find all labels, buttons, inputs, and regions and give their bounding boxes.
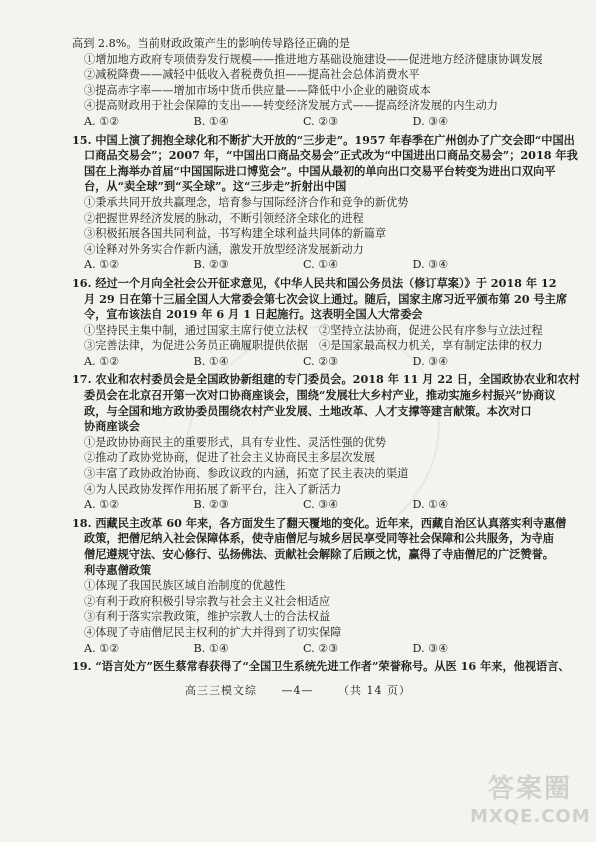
q15-stem-line-1: 15. 中国上演了拥抱全球化和不断扩大开放的“三步走”。1957 年春季在广州创办了广交会即“中国出 <box>72 132 575 147</box>
q15-option-a: A. ①② <box>84 258 120 272</box>
q14-item-1: ①增加地方政府专项债券发行规模——推进地方基础设施建设——促进地方经济健康协调发展 <box>84 52 543 66</box>
q17-stem-line-3: 政，与全国和地方政协委员围绕农村产业发展、土地改革、人才支撑等建言献策。本次对口 <box>84 403 532 418</box>
q18-option-a: A. ①② <box>84 641 120 655</box>
q14-option-a: A. ①② <box>84 114 120 128</box>
page-content <box>72 36 580 675</box>
q15-item-2: ②把握世界经济发展的脉动，不断引领经济全球化的进程 <box>84 211 364 225</box>
q15-item-1: ①秉承共同开放共赢理念，培育参与国际经济合作和竞争的新优势 <box>84 195 409 209</box>
question-19 <box>72 659 570 675</box>
q19-stem-line-1: 19. “语言处方”医生蔡常春获得了“全国卫生系统先进工作者”荣誉称号。从医 16 年来，他视语言、 <box>72 659 570 674</box>
q16-stem-line-1: 16. 经过一个月向全社会公开征求意见，《中华人民共和国公务员法（修订草案）》于 2018 年 12 <box>72 275 557 290</box>
watermark-logo <box>470 772 590 836</box>
q16-items-line-1: ①坚持民主集中制，通过国家主席行使立法权 ②坚持立法协商，促进公民有序参与立法过程 <box>84 323 543 337</box>
q15-option-d: D. ③④ <box>412 258 449 272</box>
q14-options <box>72 114 522 130</box>
question-15 <box>72 132 578 273</box>
watermark-en: MXQE.COM <box>470 806 591 827</box>
q18-stem-line-4: 利寺惠僧政策 <box>84 562 152 577</box>
q16-option-c: C. ②③ <box>303 354 339 368</box>
q17-item-2: ②推动了政协党协商，促进了社会主义协商民主多层次发展 <box>84 451 375 465</box>
q15-item-3: ③积极拓展各国共同利益，书写构建全球利益共同体的新篇章 <box>84 227 387 241</box>
q16-option-d: D. ③④ <box>412 354 449 368</box>
q18-stem-line-3: 僧尼遵规守法、安心修行、弘扬佛法、贡献社会解除了后顾之忧，赢得了寺庙僧尼的广泛赞誉。 <box>84 547 554 561</box>
question-17 <box>72 372 580 512</box>
q17-stem-line-1: 17. 农业和农村委员会是全国政协新组建的专门委员会。2018 年 11 月 22 日，全国政协农业和农村 <box>72 372 580 387</box>
q18-stem-line-1: 18. 西藏民主改革 60 年来，各方面发生了翻天覆地的变化。近年来，西藏自治区认真落实利寺惠僧 <box>72 515 567 530</box>
q14-item-3: ③提高赤字率——增加市场中货币供应量——降低中小企业的融资成本 <box>84 83 431 97</box>
footer-total-pages: （共 14 页） <box>338 684 411 697</box>
q17-option-a: A. ①② <box>84 498 120 512</box>
q17-item-3: ③丰富了政协政治协商、参政议政的内涵，拓宽了民主表决的渠道 <box>84 467 409 481</box>
q15-stem-line-4: 台，从“卖全球”到“买全球”。这“三步走”折射出中国 <box>84 179 347 194</box>
q15-option-c: C. ①④ <box>303 258 339 272</box>
q17-item-4: ④为人民政协发挥作用拓展了新平台，注入了新活力 <box>84 482 342 496</box>
q17-stem-line-4: 协商座谈会 <box>84 419 140 434</box>
q17-option-d: D. ①④ <box>412 498 449 512</box>
q18-option-d: D. ③④ <box>412 641 449 655</box>
watermark-cn: 答案圈 <box>487 774 572 804</box>
footer-page-number: —4— <box>281 684 314 697</box>
question-18 <box>72 515 567 656</box>
question-14-continued <box>72 36 543 130</box>
q18-stem-line-2: 政策，把僧尼纳入社会保障体系，使寺庙僧尼与城乡居民享受同等社会保障和公共服务，为寺庙 <box>84 531 554 546</box>
question-16 <box>72 275 568 370</box>
q17-options <box>72 497 522 513</box>
q15-item-4: ④诠释对外务实合作新内涵，激发开放型经济发展新动力 <box>84 242 364 256</box>
q15-stem-line-2: 口商品交易会”；2007 年，“中国出口商品交易会”正式改为“中国进出口商品交易会”；2018 年我 <box>84 148 578 163</box>
page-footer <box>0 682 596 698</box>
q14-option-d: D. ③④ <box>412 114 449 128</box>
q16-stem-line-3: 令，宣布该法自 2019 年 6 月 1 日起施行。这表明全国人大常委会 <box>84 307 423 322</box>
q18-item-1: ①体现了我国民族区域自治制度的优越性 <box>84 579 286 593</box>
q18-option-c: C. ②③ <box>303 641 339 655</box>
q17-option-b: B. ②③ <box>193 498 229 512</box>
q17-stem-line-2: 委员会在北京召开第一次对口协商座谈会，围绕“发展壮大乡村产业，推动实施乡村振兴”协商议 <box>84 388 556 403</box>
q16-option-a: A. ①② <box>84 354 120 368</box>
q14-option-c: C. ②③ <box>303 114 339 128</box>
q18-item-3: ③有利于落实宗教政策，维护宗教人士的合法权益 <box>84 610 331 624</box>
q16-stem-line-2: 月 29 日在第十三届全国人大常委会第七次会议上通过。随后，国家主席习近平颁布第 20 号主席 <box>84 291 568 306</box>
q17-item-1: ①是政协协商民主的重要形式，具有专业性、灵活性强的优势 <box>84 435 387 449</box>
q18-item-2: ②有利于政府积极引导宗教与社会主义社会相适应 <box>84 594 331 608</box>
q14-option-b: B. ①④ <box>193 114 229 128</box>
q18-option-b: B. ①④ <box>193 641 229 655</box>
q18-item-4: ④体现了寺庙僧尼民主权利的扩大并得到了切实保障 <box>84 625 342 639</box>
q15-stem-line-3: 国在上海举办首届“中国国际进口博览会”。中国从最初的单向出口交易平台转变为进出口双向平 <box>84 163 556 178</box>
q15-option-b: B. ②③ <box>193 258 229 272</box>
q16-options <box>72 354 522 370</box>
q17-option-c: C. ③④ <box>303 498 339 512</box>
footer-title: 高三三模文综 <box>185 684 257 697</box>
q16-items-line-2: ③完善法律，为促进公务员正确履职提供依据 ④是国家最高权力机关，享有制定法律的权力 <box>84 339 543 353</box>
q16-option-b: B. ①④ <box>193 354 229 368</box>
q15-options <box>72 257 522 273</box>
q14-stem-tail: 高到 2.8%。当前财政政策产生的影响传导路径正确的是 <box>72 37 351 50</box>
q14-item-2: ②减税降费——减轻中低收入者税费负担——提高社会总体消费水平 <box>84 68 420 82</box>
q14-item-4: ④提高财政用于社会保障的支出——转变经济发展方式——提高经济发展的内生动力 <box>84 99 498 113</box>
q18-options <box>72 641 522 657</box>
